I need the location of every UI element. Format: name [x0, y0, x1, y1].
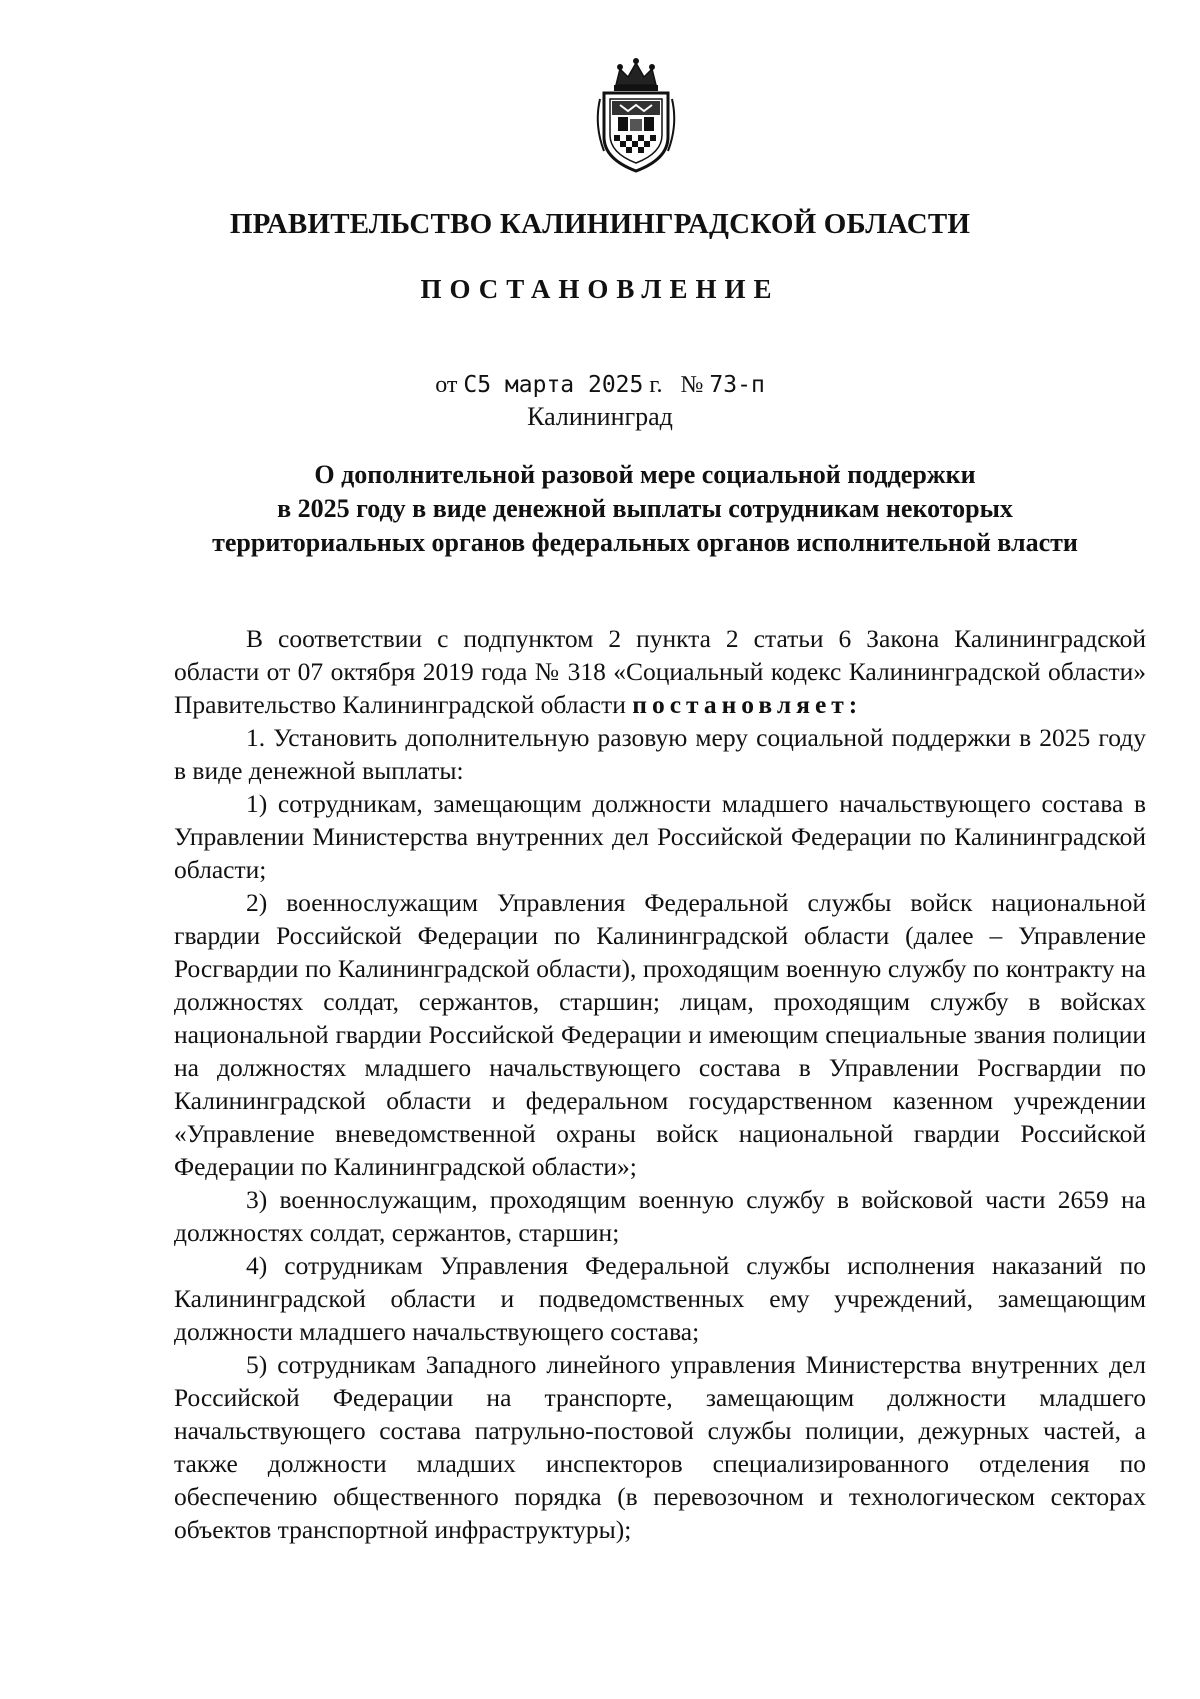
- number-prefix: №: [680, 372, 704, 398]
- government-title: ПРАВИТЕЛЬСТВО КАЛИНИНГРАДСКОЙ ОБЛАСТИ: [229, 208, 971, 240]
- date-value: С5 марта 2025: [463, 372, 644, 398]
- coat-of-arms-icon: [590, 55, 682, 175]
- preamble-paragraph: [174, 622, 1146, 721]
- body-paragraph: 5) сотрудникам Западного линейного управления Министерства внутренних дел Российской Федерации на транспорте, замещающим должности младшего начальствующего состава патрульно-постовой службы полиции, дежурных частей, а также должности младших инспекторов специализированного отделения по обеспечению общественного порядка (в перевозочном и технологическом секторах объектов транспортной инфраструктуры);: [174, 1350, 1146, 1544]
- date-and-number: [0, 372, 1200, 399]
- subject-line: территориальных органов федеральных органов исполнительной власти: [212, 528, 1078, 557]
- body-paragraph: 1) сотрудникам, замещающим должности младшего начальствующего состава в Управлении Министерства внутренних дел Российской Федерации по Калининградской области;: [174, 789, 1146, 884]
- date-prefix: от: [435, 372, 458, 398]
- body-paragraph: 3) военнослужащим, проходящим военную службу в войсковой части 2659 на должностях солдат, сержантов, старшин;: [174, 1185, 1146, 1247]
- subject-line: О дополнительной разовой мере социальной поддержки: [314, 460, 976, 489]
- document-type: ПОСТАНОВЛЕНИЕ: [420, 274, 780, 304]
- body-paragraph: 1. Установить дополнительную разовую меру социальной поддержки в 2025 году в виде денежной выплаты:: [174, 723, 1146, 785]
- number-value: 73-п: [709, 372, 765, 398]
- body-paragraph: 2) военнослужащим Управления Федеральной службы войск национальной гвардии Российской Федерации по Калининградской области (далее – Управление Росгвардии по Калининградской области), проходящим военную службу по контракту на должностях солдат, сержантов, старшин; лицам, проходящим службу в войсках национальной гвардии Российской Федерации и имеющим специальные звания полиции на должностях младшего начальствующего состава в Управлении Росгвардии по Калининградской области и федеральном государственном казенном учреждении «Управление вневедомственной охраны войск национальной гвардии Российской Федерации по Калининградской области»;: [174, 888, 1146, 1181]
- subject-line: в 2025 году в виде денежной выплаты сотрудникам некоторых: [277, 494, 1013, 523]
- place-of-issue: Калининград: [527, 402, 673, 431]
- preamble-emphasis: постановляет:: [632, 690, 863, 719]
- date-suffix: г.: [649, 372, 663, 398]
- preamble-text: В соответствии с подпунктом 2 пункта 2 статьи 6 Закона Калининградской области от 07 октября 2019 года № 318 «Социальный кодекс Калининградской области» Правительство Калининградской области: [174, 624, 1146, 719]
- document-body: [174, 622, 1146, 1546]
- body-paragraph: 4) сотрудникам Управления Федеральной службы исполнения наказаний по Калининградской области и подведомственных ему учреждений, замещающим должности младшего начальствующего состава;: [174, 1251, 1146, 1346]
- document-subject: [150, 458, 1140, 560]
